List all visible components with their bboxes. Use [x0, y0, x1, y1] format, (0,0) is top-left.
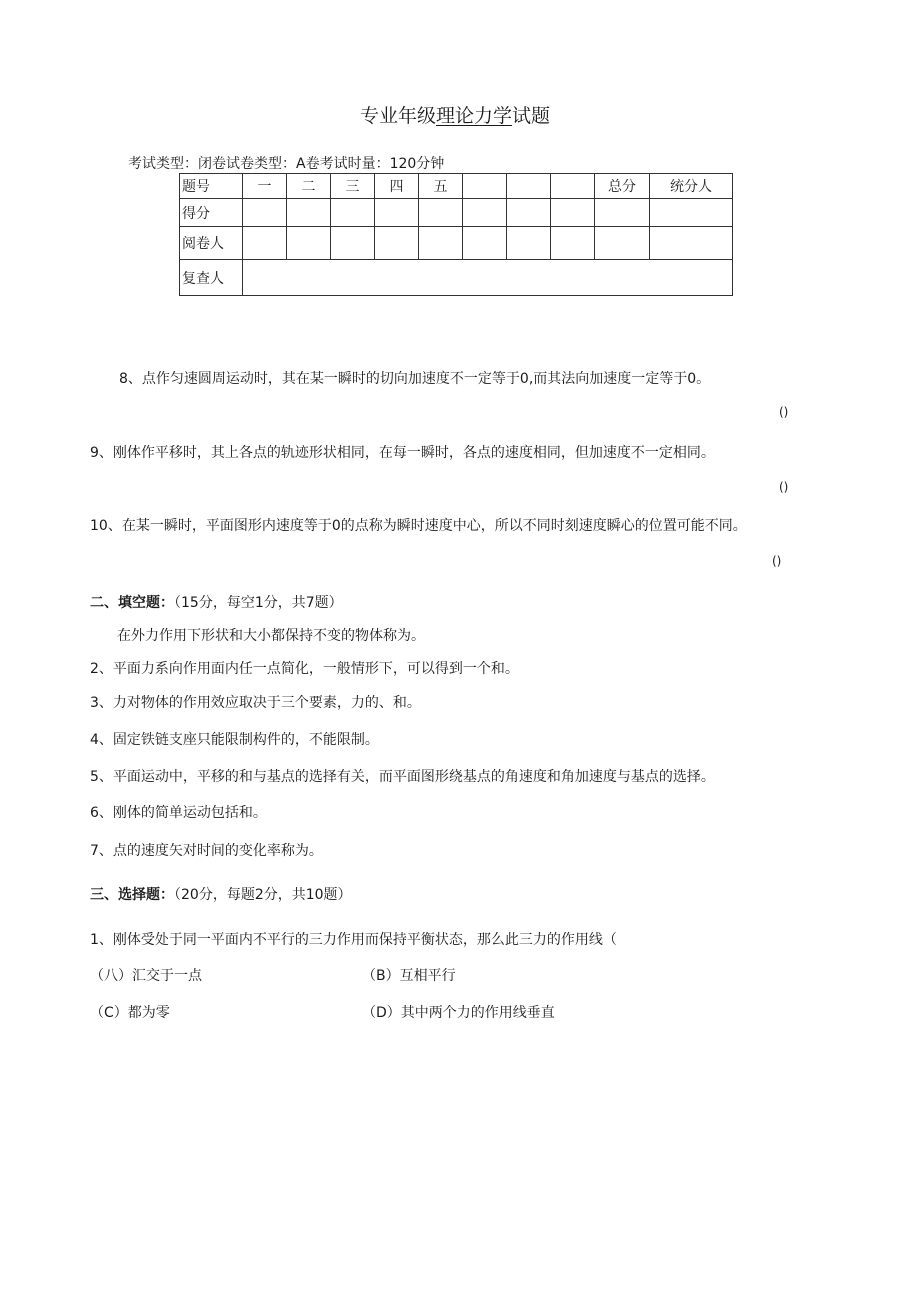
fill-question-3: 3、力对物体的作用效应取决于三个要素，力的、和。: [90, 695, 421, 711]
tf-answer-9: (): [779, 480, 789, 494]
title-subject: 理论力学: [435, 105, 512, 127]
tf-answer-8: (): [779, 405, 789, 419]
row-label-grader: 阅卷人: [180, 227, 243, 260]
fill-heading-note: （15分，每空1分，共7题）: [174, 595, 343, 611]
header-cell-total: 总分: [595, 174, 650, 199]
choice-question-1: 1、刚体受处于同一平面内不平行的三力作用而保持平衡状态，那么此三力的作用线（: [90, 932, 617, 948]
row-label-score: 得分: [180, 199, 243, 227]
fill-question-6: 6、刚体的简单运动包括和。: [90, 805, 267, 821]
choice-section-heading: [90, 884, 352, 904]
fill-question-4: 4、固定铁链支座只能限制构件的，不能限制。: [90, 732, 379, 748]
header-cell-1: 一: [243, 174, 287, 199]
score-row: [180, 199, 733, 227]
tf-question-10: 10、在某一瞬时，平面图形内速度等于0的点称为瞬时速度中心，所以不同时刻速度瞬心的位置可能不同。: [90, 518, 747, 534]
fill-question-7: 7、点的速度矢对时间的变化率称为。: [90, 843, 323, 859]
header-cell-7: [507, 174, 551, 199]
header-cell-5: 五: [419, 174, 463, 199]
choice-option-a: （八）汇交于一点: [90, 968, 202, 984]
choice-option-d: （D）其中两个力的作用线垂直: [362, 1005, 555, 1021]
header-cell-tallier: 统分人: [650, 174, 733, 199]
header-cell-2: 二: [287, 174, 331, 199]
exam-info: 考试类型：闭卷试卷类型：A卷考试时量：120分钟: [128, 156, 445, 172]
title-prefix: 专业年级: [359, 105, 436, 127]
fill-heading-label: 二、填空题：: [90, 595, 174, 611]
header-cell-3: 三: [331, 174, 375, 199]
title-suffix: 试题: [512, 105, 551, 127]
tf-question-9: 9、刚体作平移时，其上各点的轨迹形状相同，在每一瞬时，各点的速度相同，但加速度不一定相同。: [90, 445, 715, 461]
choice-heading-note: （20分，每题2分，共10题）: [174, 887, 352, 903]
row-label-reviewer: 复查人: [180, 260, 243, 296]
fill-section-heading: [90, 592, 343, 612]
choice-option-b: （B）互相平行: [362, 968, 456, 984]
choice-heading-label: 三、选择题：: [90, 887, 174, 903]
score-table: [179, 173, 733, 296]
grader-row: [180, 227, 733, 260]
fill-question-1: 在外力作用下形状和大小都保持不变的物体称为。: [117, 628, 425, 644]
fill-question-2: 2、平面力系向作用面内任一点简化，一般情形下，可以得到一个和。: [90, 661, 519, 677]
reviewer-row: [180, 260, 733, 296]
choice-option-c: （C）都为零: [90, 1005, 170, 1021]
header-cell-4: 四: [375, 174, 419, 199]
fill-question-5: 5、平面运动中，平移的和与基点的选择有关，而平面图形绕基点的角速度和角加速度与基点的选择。: [90, 769, 715, 785]
tf-answer-10: (): [772, 554, 782, 568]
tf-question-8: 8、点作匀速圆周运动时，其在某一瞬时的切向加速度不一定等于0,而其法向加速度一定等于0。: [119, 371, 711, 387]
header-cell-6: [463, 174, 507, 199]
page-title: [0, 101, 910, 128]
header-cell-number: 题号: [180, 174, 243, 199]
header-cell-8: [551, 174, 595, 199]
score-table-header-row: [180, 174, 733, 199]
